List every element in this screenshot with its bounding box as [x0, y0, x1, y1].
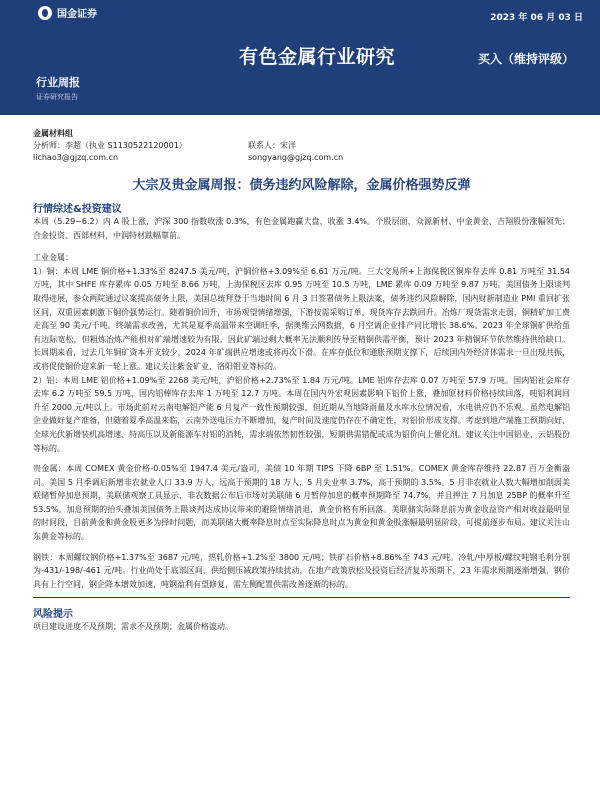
copper-paragraph: 1）铜：本周 LME 铜价格+1.33%至 8247.5 美元/吨，沪铜价格+3.09%至 6.61 万元/吨。三大交易所+上海保税区铜库存去库 0.81 万吨至 31.54 万吨，其中 SHFE 库存累库 0.05 万吨至 8.66 万吨，上海保税区去库 0.95 万吨至 10.5 万吨，LME 累库 0.09 万吨至 9.87 万吨。美国债务上限谈判取得进展，参众两院通过议案提高债务上限，美国总统拜登于当地时间 6 月 3 日签署债务上限法案，债务违约风险解除，国内财新制造业 PMI 重回扩张区间，双重因素刺激下铜价强势运行。随着铜价回升，市场观望情绪增强，下游按需采购订单，现货库存去跌回升。冶炼厂现货需求走弱，铜精矿加工费走高至 90 美元/千吨。终端需求改善，尤其是夏季高温带来空调旺季，据奥维云网数据，6 月空调企业排产同比增长 38.6%。2023 年全球铜矿供给虽有边际宽松，但粗炼冶炼产能相对矿端增速较为有限，因此矿端过剩大概率无法顺利传导至精铜供需平衡，预计 2023 年精铜环节依然维持供给缺口。长周期来看，过去几年铜矿资本开支较少，2024 年矿端供应增速或将再次下滑。在库存低位和通胀预期支撑下，后续国内外经济体需求一旦出现共振，或将促使铜价迎来新一轮上涨。建议关注紫金矿业、洛阳钼业等标的。 [33, 266, 570, 371]
analyst-name: 分析师：李超（执业 S1130522120001） [33, 141, 187, 150]
summary-paragraph: 本周（5.29~6.2）内 A 股上涨，沪深 300 指数收涨 0.3%，有色金属跑赢大盘，收涨 3.4%。个股层面，众源新材、中金黄金、吉翔股份涨幅领先；合金投资、西部材料、中润特材跌幅靠前。 [33, 217, 570, 240]
research-group: 金属材料组 [33, 129, 73, 138]
logo-icon [38, 6, 52, 20]
report-date: 2023 年 06 月 03 日 [490, 13, 583, 23]
author-info [33, 128, 570, 164]
industry-title: 有色金属行业研究 [239, 46, 396, 68]
report-type: 行业周报 [36, 76, 80, 89]
summary-heading: 行情综述&投资建议 [33, 204, 122, 215]
report-body [33, 128, 570, 634]
steel-paragraph: 钢铁：本周螺纹钢价格+1.37%至 3687 元/吨，热轧价格+1.2%至 3800 元/吨；铁矿石价格+8.86%至 743 元/吨。冷轧/中厚板/螺纹吨钢毛利分别为-431/-198/-461 元/吨。行业尚处于底部区间，供给侧压减政策持续扰动，在地产政策放松及投资后经济复苏预期下，23 年需求预期逐渐增强，钢价具有上行空间，钢企降本增效加速，吨钢盈利有望修复，需左侧配置供需改善逐渐的标的。 [33, 552, 570, 589]
risk-heading: 风险提示 [33, 609, 73, 621]
company-logo [38, 5, 97, 20]
aluminum-paragraph: 2）铝：本周 LME 铝价格+1.09%至 2268 美元/吨，沪铝价格+2.73%至 1.84 万元/吨。LME 铝库存去库 0.07 万吨至 57.9 万吨。国内铝社会库存去库 6.2 万吨至 59.5 万吨，国内铝棒库存去库 1 万吨至 12.7 万吨。本周在国内外宏观因素影响下铝价上涨，叠加原材料价格持续回落，吨铝利润回升至 2000 元/吨以上。市场此前对云南电解铝产能 6 月复产一致性预期较强，但近期从当地降雨量及水库水位情况看，水电供应仍不乐观。虽然电解铝企业做好复产准备，但随着夏季高温来临，云南外送电压力不断增加，复产时间及速度仍存在不确定性，对铝价形成支撑。考虑到地产端施工预期向好、全球光伏新增装机高增速、特高压以及新能源车对铝的消耗，需求端依然韧性较强，短期供需错配或成为铝价向上催化剂。建议关注中国铝业、云铝股份等标的。 [33, 375, 570, 453]
precious-metals-paragraph: 贵金属：本周 COMEX 黄金价格-0.05%至 1947.4 美元/盎司，美债 10 年期 TIPS 下降 6BP 至 1.51%。COMEX 黄金库存维持 22.87 百万金衡盎司。美国 5 月季调后新增非农就业人口 33.9 万人，远高于预期的 18 万人，5 月失业率 3.7%，高于预期的 3.5%。5 月非农就业人数大幅增加削弱美联储暂停加息预期，美联储观察工具显示，非农数据公布后市场对美联储 6 月暂停加息的概率预期降至 74.7%，并且押注 7 月加息 25BP 的概率升至 53.5%。加息预期的抬头叠加美国债务上限谈判达成协议带来的避险情绪消退，黄金价格有所回落。美联储实际降息前为黄金收益资产相对收益最明显的时间段，目前黄金和黄金股更多为择时问题，而美联储大概率降息时点至实际降息时点为黄金和黄金股涨幅最明显阶段，可提前逐步布局。建议关注山东黄金等标的。 [33, 464, 570, 542]
report-title: 大宗及贵金属周报：债务违约风险解除，金属价格强势反弹 [132, 178, 471, 193]
risk-paragraph: 项目建设进度不及预期；需求不及预期；金属价格波动。 [33, 622, 233, 632]
logo-text: 国金证券 [57, 9, 97, 20]
analyst-email[interactable]: lichao3@gjzq.com.cn [33, 153, 119, 162]
contact-name: 联系人：宋洋 [248, 141, 296, 150]
rating-badge: 买入（维持评级） [478, 52, 575, 66]
report-subtype: 证券研究报告 [36, 93, 78, 101]
industrial-metals-heading: 工业金属： [33, 253, 73, 263]
report-header [0, 0, 600, 115]
contact-email[interactable]: songyang@gjzq.com.cn [248, 153, 344, 162]
